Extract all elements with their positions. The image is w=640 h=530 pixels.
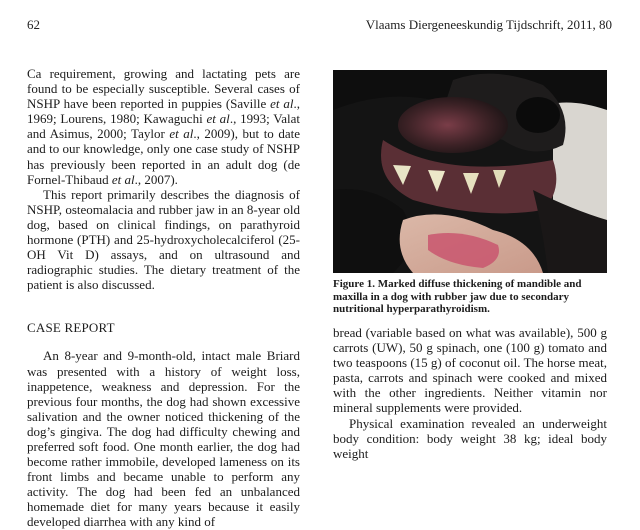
right-column <box>333 325 607 461</box>
report-aim-paragraph: This report primarily describes the diagnosis of NSHP, osteomalacia and rubber jaw in an 8-year old dog, based on clinical findings, on parathyroid hormone (PTH) and 25-hydroxycholecalciferol (25-OH Vit D) assays, and on ultrasound and radiographic studies. The dietary treatment of the patient is also discussed. <box>27 186 300 293</box>
citation-et-al: et al <box>169 126 194 142</box>
citation-et-al: et al <box>111 171 135 187</box>
figure-1 <box>333 70 607 316</box>
diet-paragraph: bread (variable based on what was available), 500 g carrots (UW), 50 g spinach, one (100 g) tomato and two teaspoons (15 g) of coconut oil. The horse meat, pasta, carrots and spinach were cooked and mixed with the other ingredients. Neither vitamin nor mineral supplements were provided. <box>333 325 607 416</box>
intro-paragraph: Ca requirement, growing and lactating pets are found to be especially susceptible. Several cases of NSHP have been reported in puppies (Saville et al., 1969; Lourens, 1980; Kawaguchi et al., 1993; Valat and Asimus, 2000; Taylor et al., 2009), but to date and to our knowledge, only one case study of NSHP has previously been reported in an adult dog (de Fornel-Thibaud et al., 2007). <box>27 66 301 187</box>
journal-running-head: Vlaams Diergeneeskundig Tijdschrift, 2011, 80 <box>365 17 612 32</box>
physical-exam-paragraph: Physical examination revealed an underweight body condition: body weight 38 kg; ideal body weight <box>333 415 607 461</box>
dog-mouth-photo <box>333 70 607 273</box>
case-report-heading: CASE REPORT <box>27 320 115 336</box>
left-column <box>27 66 300 530</box>
figure-caption: Figure 1. Marked diffuse thickening of mandible and maxilla in a dog with rubber jaw due to secondary nutritional hyperparathyroidism. <box>333 278 582 316</box>
case-history-paragraph: An 8-year and 9-month-old, intact male Briard was presented with a history of weight loss, inappetence, weakness and depression. For the previous four months, the dog had shown excessive salivation and the owner noticed thickening of the dog’s gingiva. The dog had difficulty chewing and preferred soft food. One month earlier, the dog had become rather immobile, developed lameness on its front limbs and became unable to perform any activity. The dog had been fed an unbalanced homemade diet for many years because it easily developed diarrhea with any kind of <box>27 348 300 530</box>
citation-et-al: et al <box>206 111 230 127</box>
citation-et-al: et al <box>270 96 294 112</box>
page-number: 62 <box>27 17 40 32</box>
